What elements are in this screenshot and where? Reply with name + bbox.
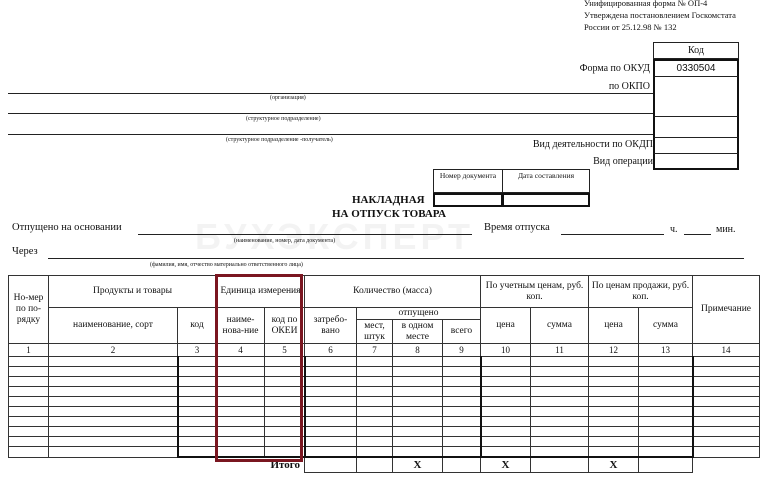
column-number-row bbox=[9, 344, 760, 357]
column-number: 8 bbox=[393, 344, 443, 357]
table-cell[interactable] bbox=[217, 407, 265, 417]
subdivision-caption: (структурное подразделение) bbox=[246, 116, 321, 122]
column-number: 1 bbox=[9, 344, 49, 357]
header-requested: затребо-вано bbox=[305, 308, 357, 344]
document-number-header bbox=[433, 169, 503, 193]
column-number: 11 bbox=[531, 344, 589, 357]
table-cell[interactable] bbox=[265, 357, 305, 367]
header-one-place: в одном месте bbox=[393, 320, 443, 344]
table-cell[interactable] bbox=[393, 377, 443, 387]
table-cell[interactable] bbox=[531, 377, 589, 387]
table-cell[interactable] bbox=[393, 437, 443, 447]
table-cell[interactable] bbox=[49, 417, 178, 427]
table-cell[interactable] bbox=[357, 397, 393, 407]
table-cell[interactable] bbox=[589, 407, 639, 417]
header-sale-price: цена bbox=[589, 308, 639, 344]
table-cell[interactable] bbox=[531, 357, 589, 367]
watermark-logo bbox=[195, 216, 474, 258]
header-row-number: Но-мер по по-рядку bbox=[9, 276, 49, 344]
table-cell[interactable] bbox=[305, 367, 357, 377]
organization-line[interactable] bbox=[8, 93, 653, 94]
document-date-field[interactable] bbox=[502, 193, 590, 207]
table-cell[interactable] bbox=[9, 397, 49, 407]
table-row bbox=[9, 387, 760, 397]
column-number: 3 bbox=[178, 344, 217, 357]
header-products: Продукты и товары bbox=[49, 276, 217, 308]
table-cell[interactable] bbox=[49, 377, 178, 387]
table-cell[interactable] bbox=[693, 387, 760, 397]
via-label: Через bbox=[12, 246, 38, 257]
table-cell[interactable] bbox=[217, 397, 265, 407]
header-sale-prices: По ценам продажи, руб. коп. bbox=[589, 276, 693, 308]
table-cell[interactable] bbox=[589, 367, 639, 377]
table-cell[interactable] bbox=[357, 377, 393, 387]
table-cell[interactable] bbox=[443, 377, 481, 387]
header-released: отпущено bbox=[357, 308, 481, 320]
total-quantity-cell[interactable] bbox=[443, 457, 481, 473]
recipient-subdivision-line[interactable] bbox=[8, 134, 653, 135]
table-cell[interactable] bbox=[693, 407, 760, 417]
goods-table bbox=[8, 275, 760, 473]
basis-label: Отпущено на основании bbox=[12, 222, 122, 233]
table-cell[interactable] bbox=[443, 387, 481, 397]
document-number-field[interactable] bbox=[433, 193, 503, 207]
table-row bbox=[9, 417, 760, 427]
table-cell[interactable] bbox=[9, 447, 49, 458]
table-cell[interactable] bbox=[531, 447, 589, 458]
table-cell[interactable] bbox=[9, 427, 49, 437]
table-cell[interactable] bbox=[305, 417, 357, 427]
okpo-label: по ОКПО bbox=[608, 81, 650, 92]
via-field-line[interactable] bbox=[48, 258, 744, 259]
subdivision-line[interactable] bbox=[8, 113, 653, 114]
table-cell[interactable] bbox=[9, 387, 49, 397]
table-cell[interactable] bbox=[357, 387, 393, 397]
table-cell[interactable] bbox=[178, 367, 217, 377]
okud-code-value: 0330504 bbox=[676, 63, 716, 74]
table-cell[interactable] bbox=[305, 437, 357, 447]
table-cell[interactable] bbox=[639, 357, 693, 367]
table-cell[interactable] bbox=[265, 417, 305, 427]
table-row bbox=[9, 357, 760, 367]
total-one-place-x: Х bbox=[393, 457, 443, 473]
table-row bbox=[9, 437, 760, 447]
organization-caption: (организация) bbox=[270, 95, 306, 101]
document-number-label: Номер документа bbox=[439, 171, 497, 180]
table-cell[interactable] bbox=[178, 357, 217, 367]
table-cell[interactable] bbox=[443, 427, 481, 437]
table-cell[interactable] bbox=[9, 377, 49, 387]
subdivision-code-cell bbox=[653, 116, 739, 137]
table-cell[interactable] bbox=[443, 417, 481, 427]
table-cell[interactable] bbox=[531, 417, 589, 427]
table-cell[interactable] bbox=[178, 447, 217, 458]
form-designation: Унифицированная форма № ОП-4 bbox=[584, 0, 708, 8]
release-hours-line[interactable] bbox=[561, 234, 664, 235]
table-cell[interactable] bbox=[393, 397, 443, 407]
column-number: 7 bbox=[357, 344, 393, 357]
table-cell[interactable] bbox=[357, 357, 393, 367]
table-cell[interactable] bbox=[265, 447, 305, 458]
table-cell[interactable] bbox=[443, 397, 481, 407]
table-cell[interactable] bbox=[589, 397, 639, 407]
table-cell[interactable] bbox=[305, 377, 357, 387]
header-account-prices: По учетным ценам, руб. коп. bbox=[481, 276, 589, 308]
table-cell[interactable] bbox=[481, 357, 531, 367]
table-cell[interactable] bbox=[178, 387, 217, 397]
table-cell[interactable] bbox=[693, 367, 760, 377]
table-cell[interactable] bbox=[357, 437, 393, 447]
basis-field-line[interactable] bbox=[138, 234, 472, 235]
table-cell[interactable] bbox=[481, 427, 531, 437]
table-cell[interactable] bbox=[531, 367, 589, 377]
table-row bbox=[9, 447, 760, 458]
operation-label: Вид операции bbox=[593, 156, 653, 167]
table-cell[interactable] bbox=[693, 357, 760, 367]
header-unit-name: наиме-нова-ние bbox=[217, 308, 265, 344]
table-cell[interactable] bbox=[178, 427, 217, 437]
table-cell[interactable] bbox=[531, 397, 589, 407]
total-row bbox=[9, 457, 760, 473]
okdp-label: Вид деятельности по ОКДП bbox=[532, 139, 653, 150]
table-cell[interactable] bbox=[217, 437, 265, 447]
table-cell[interactable] bbox=[531, 407, 589, 417]
table-cell[interactable] bbox=[531, 387, 589, 397]
table-cell[interactable] bbox=[639, 407, 693, 417]
table-cell[interactable] bbox=[443, 407, 481, 417]
code-header bbox=[653, 42, 739, 59]
column-number: 2 bbox=[49, 344, 178, 357]
total-sale-price-x: Х bbox=[589, 457, 639, 473]
document-subtitle: НА ОТПУСК ТОВАРА bbox=[332, 208, 447, 220]
column-number: 14 bbox=[693, 344, 760, 357]
header-total: всего bbox=[443, 320, 481, 344]
table-cell[interactable] bbox=[443, 357, 481, 367]
table-cell[interactable] bbox=[49, 367, 178, 377]
table-cell[interactable] bbox=[217, 387, 265, 397]
table-cell[interactable] bbox=[393, 427, 443, 437]
table-row bbox=[9, 407, 760, 417]
table-cell[interactable] bbox=[639, 377, 693, 387]
table-cell[interactable] bbox=[265, 427, 305, 437]
table-cell[interactable] bbox=[305, 387, 357, 397]
table-cell[interactable] bbox=[178, 397, 217, 407]
table-cell[interactable] bbox=[265, 367, 305, 377]
okud-code-cell bbox=[653, 59, 739, 76]
approval-date-line: России от 25.12.98 № 132 bbox=[584, 22, 677, 32]
header-unit-okei: код по ОКЕИ bbox=[265, 308, 305, 344]
basis-caption: (наименование, номер, дата документа) bbox=[234, 238, 336, 244]
table-cell[interactable] bbox=[481, 397, 531, 407]
table-cell[interactable] bbox=[481, 447, 531, 458]
table-cell[interactable] bbox=[305, 427, 357, 437]
table-cell[interactable] bbox=[9, 437, 49, 447]
okpo-code-cell bbox=[653, 76, 739, 116]
table-cell[interactable] bbox=[393, 357, 443, 367]
table-cell[interactable] bbox=[531, 437, 589, 447]
table-cell[interactable] bbox=[693, 377, 760, 387]
header-price: цена bbox=[481, 308, 531, 344]
table-cell[interactable] bbox=[217, 447, 265, 458]
total-price-x: Х bbox=[481, 457, 531, 473]
okud-label: Форма по ОКУД bbox=[579, 63, 650, 74]
document-number-date-box bbox=[433, 169, 590, 207]
table-cell[interactable] bbox=[49, 407, 178, 417]
table-cell[interactable] bbox=[589, 427, 639, 437]
recipient-subdivision-caption: (структурное подразделение -получатель) bbox=[226, 137, 333, 143]
table-cell[interactable] bbox=[305, 397, 357, 407]
table-cell[interactable] bbox=[693, 427, 760, 437]
table-cell[interactable] bbox=[639, 447, 693, 458]
table-cell[interactable] bbox=[393, 407, 443, 417]
minutes-label: мин. bbox=[716, 224, 736, 235]
table-cell[interactable] bbox=[481, 377, 531, 387]
table-cell[interactable] bbox=[639, 367, 693, 377]
table-cell[interactable] bbox=[9, 417, 49, 427]
table-cell[interactable] bbox=[357, 427, 393, 437]
total-label: Итого bbox=[270, 458, 300, 471]
total-sum-cell[interactable] bbox=[531, 457, 589, 473]
table-cell[interactable] bbox=[9, 407, 49, 417]
table-cell[interactable] bbox=[589, 417, 639, 427]
table-cell[interactable] bbox=[49, 357, 178, 367]
header-sum: сумма bbox=[531, 308, 589, 344]
column-number: 12 bbox=[589, 344, 639, 357]
document-date-header bbox=[503, 169, 590, 193]
table-row bbox=[9, 377, 760, 387]
header-code: код bbox=[178, 308, 217, 344]
document-date-label: Дата составления bbox=[517, 171, 575, 180]
table-cell[interactable] bbox=[693, 417, 760, 427]
table-cell[interactable] bbox=[49, 427, 178, 437]
table-cell[interactable] bbox=[217, 417, 265, 427]
release-time-label: Время отпуска bbox=[484, 222, 550, 233]
table-cell[interactable] bbox=[265, 407, 305, 417]
table-cell[interactable] bbox=[481, 367, 531, 377]
table-cell[interactable] bbox=[49, 387, 178, 397]
table-cell[interactable] bbox=[693, 437, 760, 447]
table-cell[interactable] bbox=[265, 377, 305, 387]
table-cell[interactable] bbox=[217, 377, 265, 387]
table-row bbox=[9, 367, 760, 377]
hours-label: ч. bbox=[670, 224, 678, 235]
table-cell[interactable] bbox=[178, 377, 217, 387]
table-cell[interactable] bbox=[639, 417, 693, 427]
table-cell[interactable] bbox=[589, 387, 639, 397]
table-cell[interactable] bbox=[589, 377, 639, 387]
table-cell[interactable] bbox=[49, 437, 178, 447]
table-cell[interactable] bbox=[265, 397, 305, 407]
approval-line: Утверждена постановлением Госкомстата bbox=[584, 10, 736, 20]
table-cell[interactable] bbox=[481, 387, 531, 397]
header-unit: Единица измерения bbox=[217, 276, 305, 308]
table-cell[interactable] bbox=[357, 447, 393, 458]
table-cell[interactable] bbox=[9, 357, 49, 367]
column-number: 10 bbox=[481, 344, 531, 357]
table-cell[interactable] bbox=[305, 407, 357, 417]
table-cell[interactable] bbox=[178, 417, 217, 427]
table-cell[interactable] bbox=[481, 407, 531, 417]
table-cell[interactable] bbox=[589, 357, 639, 367]
column-number: 9 bbox=[443, 344, 481, 357]
table-cell[interactable] bbox=[265, 387, 305, 397]
table-cell[interactable] bbox=[639, 387, 693, 397]
column-number: 13 bbox=[639, 344, 693, 357]
table-cell[interactable] bbox=[217, 367, 265, 377]
header-places: мест, штук bbox=[357, 320, 393, 344]
table-cell[interactable] bbox=[531, 427, 589, 437]
table-cell[interactable] bbox=[305, 357, 357, 367]
table-cell[interactable] bbox=[481, 417, 531, 427]
table-cell[interactable] bbox=[9, 367, 49, 377]
table-cell[interactable] bbox=[589, 437, 639, 447]
table-cell[interactable] bbox=[305, 447, 357, 458]
table-cell[interactable] bbox=[443, 447, 481, 458]
table-cell[interactable] bbox=[357, 417, 393, 427]
table-cell[interactable] bbox=[693, 397, 760, 407]
table-cell[interactable] bbox=[217, 357, 265, 367]
table-cell[interactable] bbox=[639, 397, 693, 407]
table-cell[interactable] bbox=[217, 427, 265, 437]
total-places-cell[interactable] bbox=[357, 457, 393, 473]
table-cell[interactable] bbox=[481, 437, 531, 447]
header-note: Примечание bbox=[693, 276, 760, 344]
via-caption: (фамилия, имя, отчество материально ответственного лица) bbox=[150, 262, 303, 268]
table-cell[interactable] bbox=[693, 447, 760, 458]
table-cell[interactable] bbox=[443, 367, 481, 377]
table-row bbox=[9, 397, 760, 407]
table-cell[interactable] bbox=[393, 417, 443, 427]
header-name-sort: наименование, сорт bbox=[49, 308, 178, 344]
operation-code-cell bbox=[653, 153, 739, 170]
column-number: 6 bbox=[305, 344, 357, 357]
total-requested-cell[interactable] bbox=[305, 457, 357, 473]
table-cell[interactable] bbox=[393, 367, 443, 377]
table-cell[interactable] bbox=[393, 447, 443, 458]
total-sale-sum-cell[interactable] bbox=[639, 457, 693, 473]
table-cell[interactable] bbox=[178, 407, 217, 417]
code-header-label: Код bbox=[688, 45, 704, 56]
header-quantity: Количество (масса) bbox=[305, 276, 481, 308]
table-cell[interactable] bbox=[49, 447, 178, 458]
okdp-code-cell bbox=[653, 137, 739, 153]
table-cell[interactable] bbox=[393, 387, 443, 397]
table-cell[interactable] bbox=[639, 427, 693, 437]
table-cell[interactable] bbox=[178, 437, 217, 447]
table-cell[interactable] bbox=[589, 447, 639, 458]
column-number: 4 bbox=[217, 344, 265, 357]
header-sale-sum: сумма bbox=[639, 308, 693, 344]
table-cell[interactable] bbox=[49, 397, 178, 407]
table-cell[interactable] bbox=[357, 367, 393, 377]
table-cell[interactable] bbox=[357, 407, 393, 417]
column-number: 5 bbox=[265, 344, 305, 357]
document-title: НАКЛАДНАЯ bbox=[352, 194, 425, 206]
table-row bbox=[9, 427, 760, 437]
table-cell[interactable] bbox=[639, 437, 693, 447]
table-cell[interactable] bbox=[443, 437, 481, 447]
release-minutes-line[interactable] bbox=[684, 234, 711, 235]
table-cell[interactable] bbox=[265, 437, 305, 447]
